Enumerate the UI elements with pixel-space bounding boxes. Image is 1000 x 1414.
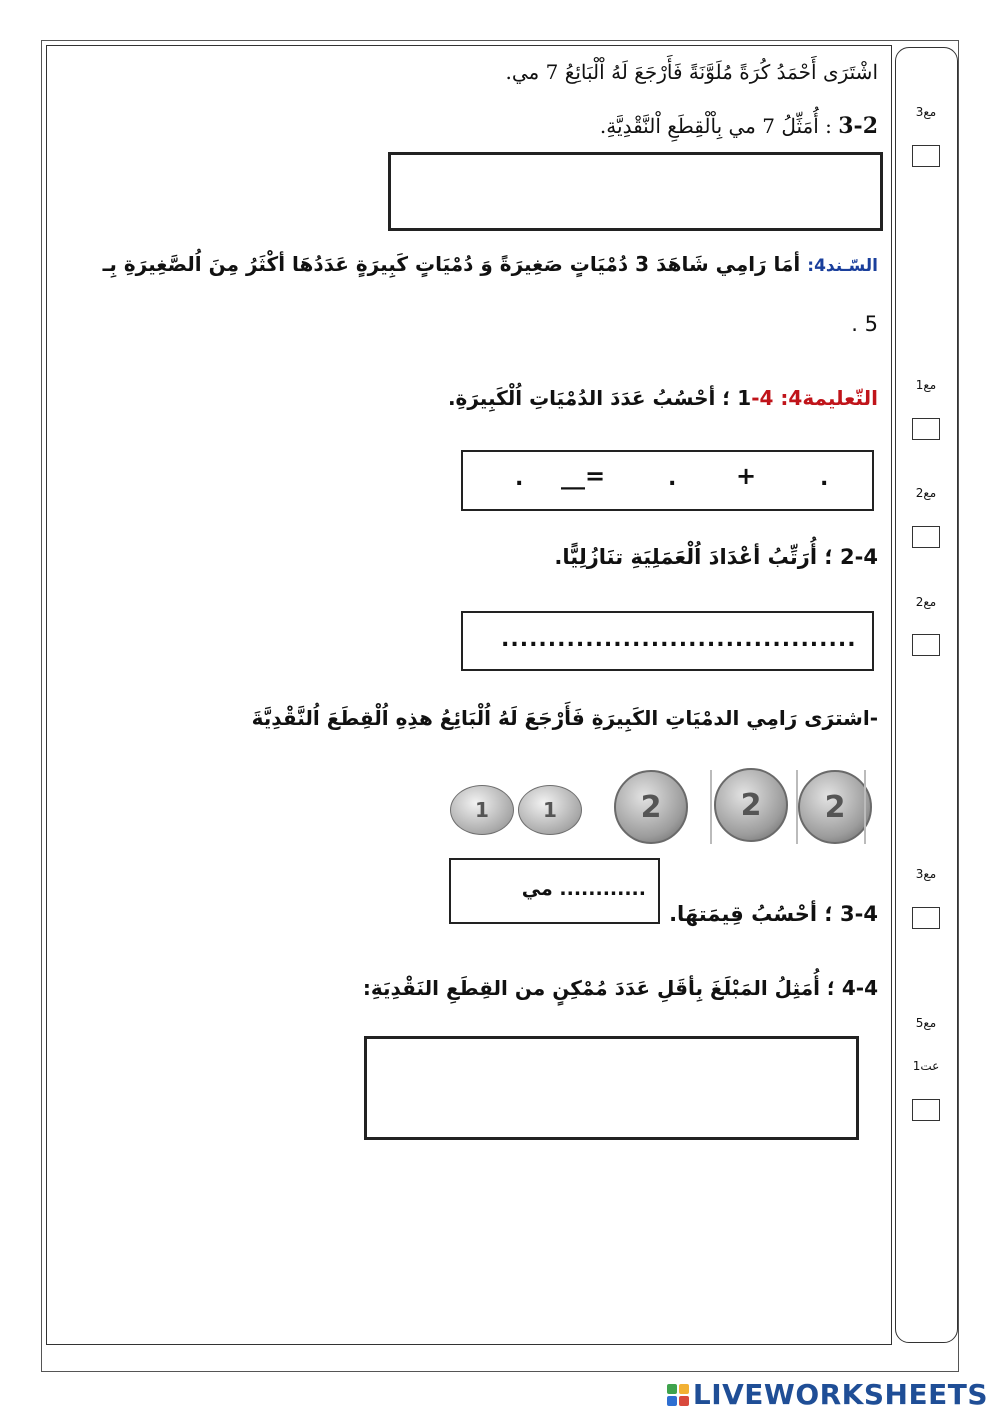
criterion-label: مع5 (915, 1016, 937, 1030)
coin-1-millime: 1 (518, 785, 582, 835)
answer-box-4-2[interactable] (461, 611, 874, 671)
answer-box-2-3[interactable] (388, 152, 883, 231)
equation-box (461, 450, 874, 511)
criterion-label: عت1 (912, 1059, 940, 1073)
sanad-4-line-2: 5 . (851, 312, 878, 336)
question-4-1 (448, 386, 878, 410)
equation-plus: + (736, 462, 757, 490)
criterion-checkbox[interactable] (912, 1099, 940, 1121)
equation-blank-b[interactable]: . (668, 466, 677, 491)
equation-result-sign: __= (561, 462, 606, 490)
sanad-4-text: أمَا رَامِي شَاهَدَ 3 دُمْيَاتٍ صَغِيرَةً وَ دُمْيَاتٍ كَبِيرَةٍ عَدَدُهَا أكْثَرُ مِنَ اُلصَّغِيرَةِ بِـ (102, 252, 808, 276)
criteria-margin-column (895, 47, 958, 1343)
sanad-4-label: السّـند4: (807, 256, 878, 276)
coin-1-millime: 1 (450, 785, 514, 835)
question-4-1-text: 1 ؛ أحْسُبُ عَدَدَ الدُمْيَاتِ اُلْكَبِيرَةِ. (447, 386, 752, 410)
answer-box-4-3[interactable] (449, 858, 660, 924)
coin-divider (710, 770, 712, 844)
sanad-4-line-1 (103, 252, 878, 276)
liveworksheets-logo[interactable] (667, 1378, 988, 1411)
question-4-2: 2-4 ؛ أُرَتِّبُ أعْدَادَ اُلْعَمَلِيَةِ تنَازُلِيًّا. (554, 545, 878, 569)
coin-2-millimes: 2 (714, 768, 788, 842)
page-content-frame (46, 45, 892, 1345)
question-4-3: 3-4 ؛ أحْسُبُ قِيمَتهَا. (669, 902, 878, 926)
criterion-label: مع1 (915, 378, 937, 392)
intro-line: اشْتَرَى أَحْمَدُ كُرَةً مُلَوَّنَةً فَأَرْجَعَ لَهُ اْلْبَائِعُ 7 مي. (505, 60, 878, 84)
question-2-3-number: 3-2 (838, 113, 878, 139)
coin-divider (796, 770, 798, 844)
criterion-label: مع3 (915, 867, 937, 881)
question-2-3-text: : أُمَثِّلُ 7 مي بِاْلْقِطَعِ اْلنَّقْدِيَّةِ. (599, 114, 839, 138)
question-4-1-label: التّعليمة4: 4- (751, 386, 878, 410)
criterion-label: مع2 (915, 486, 937, 500)
criterion-checkbox[interactable] (912, 907, 940, 929)
criterion-checkbox[interactable] (912, 418, 940, 440)
criterion-checkbox[interactable] (912, 145, 940, 167)
answer-4-3-dots: ............ مي (521, 878, 646, 900)
criterion-label: مع2 (915, 595, 937, 609)
question-2-3 (600, 113, 878, 139)
criterion-checkbox[interactable] (912, 634, 940, 656)
equation-blank-a[interactable]: . (820, 466, 829, 491)
coin-2-millimes: 2 (798, 770, 872, 844)
criterion-label: مع3 (915, 105, 937, 119)
equation-blank-c[interactable]: . (515, 466, 524, 491)
answer-4-2-dots: ...................................... (501, 627, 857, 652)
purchase-line: -اشترَى رَامِي الدمْيَاتِ الكَبِيرَةِ فَأَرْجَعَ لَهُ اُلْبَائِعُ هذِهِ اُلْقِطَعَ اُلنَّقْدِيَّةَ (251, 706, 878, 730)
question-4-4: 4-4 ؛ أُمَثِلُ المَبْلَغَ بِأقَلِ عَدَدَ مُمْكِنٍ من القِطَعِ النَقْدِيَةِ: (362, 976, 878, 1000)
liveworksheets-brand-text: LIVEWORKSHEETS (692, 1378, 988, 1411)
coin-divider (864, 770, 866, 844)
coin-2-millimes: 2 (614, 770, 688, 844)
liveworksheets-logo-icon (667, 1384, 689, 1406)
criterion-checkbox[interactable] (912, 526, 940, 548)
answer-box-4-4[interactable] (364, 1036, 859, 1140)
